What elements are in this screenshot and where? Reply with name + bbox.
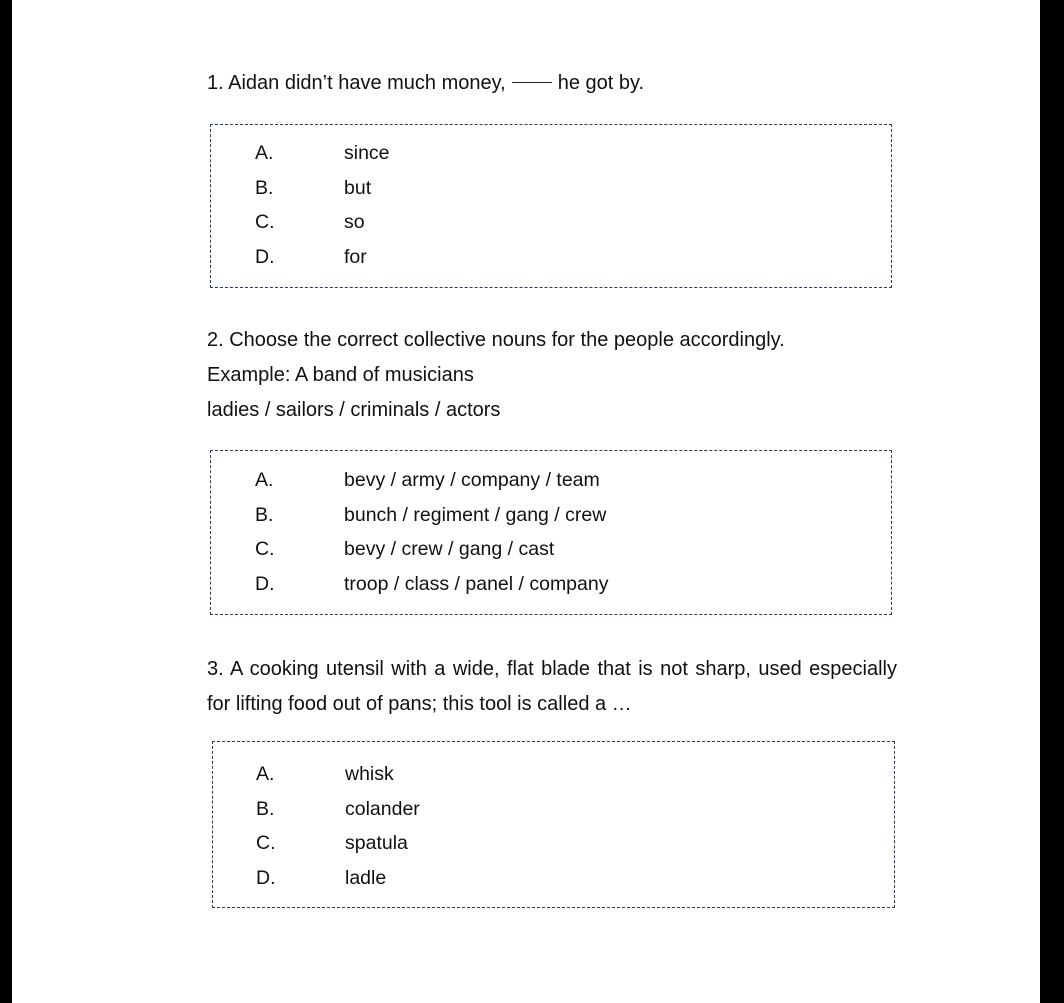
option-text: but	[344, 177, 372, 199]
option-letter: A.	[255, 469, 274, 491]
worksheet-page	[12, 0, 1040, 1003]
question-3	[207, 652, 897, 722]
option-letter: B.	[256, 798, 275, 820]
option-letter: C.	[255, 538, 275, 560]
option-letter: D.	[255, 573, 275, 595]
option-text: whisk	[345, 763, 394, 785]
option-letter: A.	[255, 142, 274, 164]
option-letter: C.	[256, 832, 276, 854]
option-letter: C.	[255, 211, 275, 233]
option-letter: B.	[255, 504, 274, 526]
question-2-words: ladies / sailors / criminals / actors	[207, 399, 501, 421]
question-2	[207, 323, 897, 428]
question-1-options-box	[210, 124, 892, 288]
question-1-text-before: 1. Aidan didn’t have much money,	[207, 72, 506, 94]
option-letter: D.	[256, 867, 276, 889]
option-letter: D.	[255, 246, 275, 268]
question-1	[207, 66, 897, 101]
option-letter: B.	[255, 177, 274, 199]
option-text: ladle	[345, 867, 387, 889]
answer-blank	[512, 82, 552, 83]
question-3-options-box	[212, 741, 895, 908]
option-text: troop / class / panel / company	[344, 573, 609, 595]
question-2-example: Example: A band of musicians	[207, 364, 474, 386]
option-text: bevy / crew / gang / cast	[344, 538, 555, 560]
option-text: bevy / army / company / team	[344, 469, 600, 491]
option-text: for	[344, 246, 367, 268]
question-3-prompt: 3. A cooking utensil with a wide, flat blade that is not sharp, used especially for lifting food out of pans; this tool is called a …	[207, 658, 897, 715]
question-2-prompt: 2. Choose the correct collective nouns for the people accordingly.	[207, 329, 785, 351]
option-text: colander	[345, 798, 420, 820]
option-text: spatula	[345, 832, 408, 854]
option-text: bunch / regiment / gang / crew	[344, 504, 607, 526]
option-text: since	[344, 142, 390, 164]
option-text: so	[344, 211, 365, 233]
option-letter: A.	[256, 763, 275, 785]
question-1-text-after: he got by.	[557, 72, 645, 94]
